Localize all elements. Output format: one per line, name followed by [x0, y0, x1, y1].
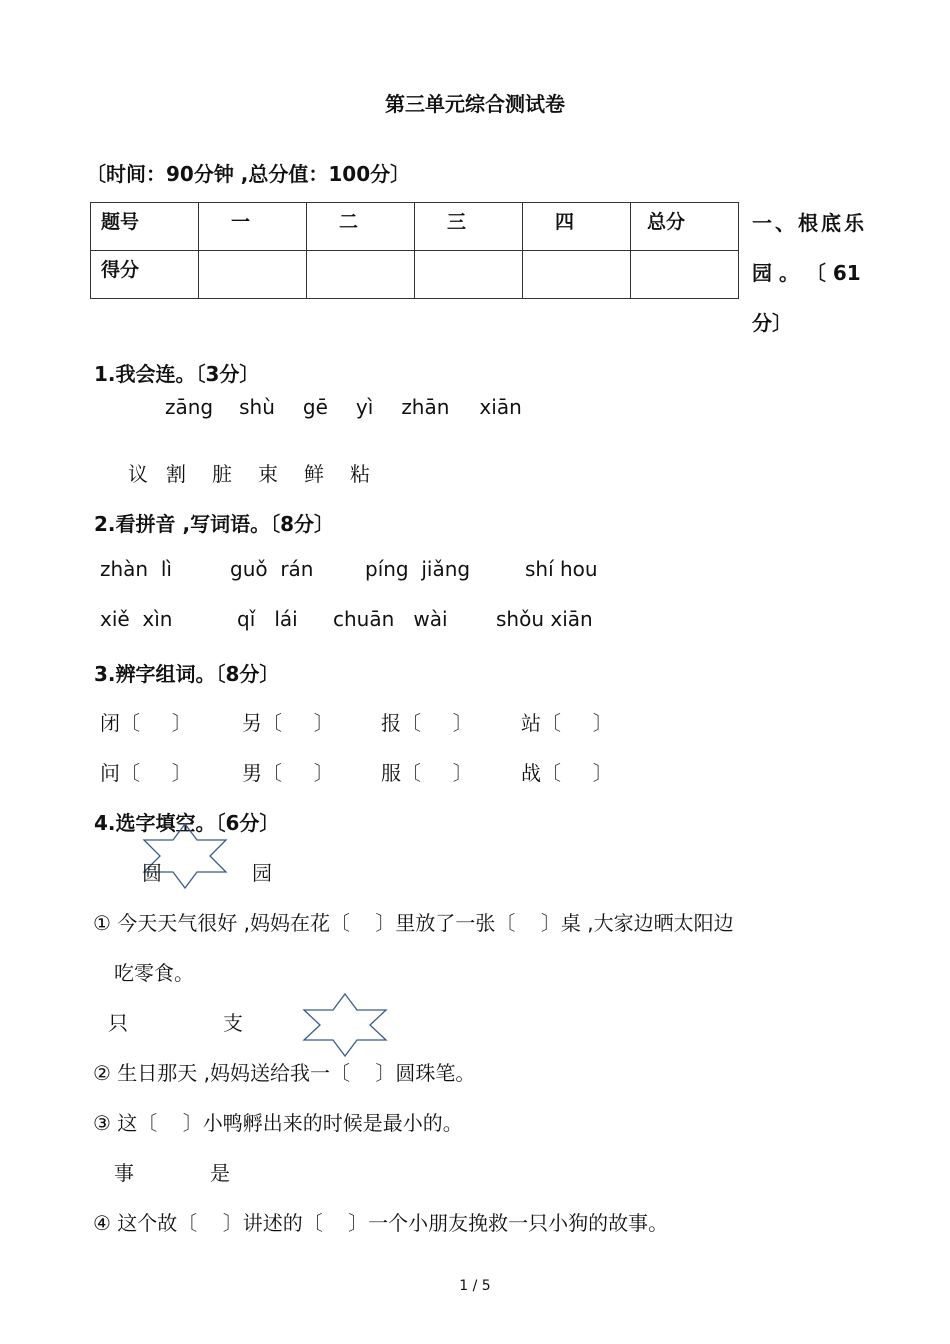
q1-pinyin: yì: [355, 395, 374, 419]
q3-item[interactable]: 站〔 〕: [521, 711, 613, 735]
score-table-header-row: [91, 203, 739, 251]
score-table: [90, 202, 739, 299]
q2-pinyin: qǐ lái: [237, 607, 298, 631]
q3-item[interactable]: 服〔 〕: [381, 761, 473, 785]
q2-pinyin: píng jiǎng: [365, 557, 471, 581]
q1-pinyin: zāng: [165, 395, 214, 419]
score-cell[interactable]: [631, 251, 739, 299]
q4-sentence: ④ 这个故〔 〕讲述的〔 〕一个小朋友挽救一只小狗的故事。: [93, 1211, 669, 1235]
q4-sentence: ③ 这〔 〕小鸭孵出来的时候是最小的。: [93, 1111, 463, 1135]
score-cell[interactable]: [415, 251, 523, 299]
page-title: 第三单元综合测试卷: [385, 92, 565, 116]
exam-meta: 〔时间：90分钟 ,总分值：100分〕: [86, 162, 411, 186]
score-row-label: 得分: [91, 251, 199, 299]
score-cell[interactable]: [523, 251, 631, 299]
q1-char[interactable]: 议: [128, 462, 148, 486]
star-icon: [300, 992, 390, 1058]
score-table-header: 总分: [631, 203, 739, 251]
q1-pinyin: zhān: [401, 395, 450, 419]
q4-option: 事: [114, 1161, 134, 1185]
score-table-score-row: [91, 251, 739, 299]
section1-heading-line: 园 。 〔 61: [752, 261, 861, 285]
q4-option: 只: [108, 1011, 128, 1035]
q2-pinyin: zhàn lì: [100, 557, 172, 581]
q4-option: 支: [223, 1011, 243, 1035]
q1-char[interactable]: 割: [166, 462, 186, 486]
q1-pinyin: shù: [239, 395, 275, 419]
q1-char[interactable]: 粘: [350, 462, 370, 486]
page-number: 1 / 5: [459, 1278, 491, 1294]
section1-heading-line: 分〕: [752, 311, 792, 335]
q4-heading: 4.选字填空。〔6分〕: [94, 811, 280, 835]
score-table-header: 题号: [91, 203, 199, 251]
q3-item[interactable]: 另〔 〕: [242, 711, 334, 735]
q2-pinyin: guǒ rán: [230, 557, 314, 581]
q3-item[interactable]: 闭〔 〕: [100, 711, 192, 735]
q4-sentence: ② 生日那天 ,妈妈送给我一〔 〕圆珠笔。: [93, 1061, 476, 1085]
score-cell[interactable]: [307, 251, 415, 299]
score-table-header: 一: [199, 203, 307, 251]
score-table-header: 四: [523, 203, 631, 251]
q3-item[interactable]: 报〔 〕: [381, 711, 473, 735]
q2-pinyin: shí hou: [525, 557, 598, 581]
q1-chars-row: [128, 458, 370, 487]
q1-pinyin: gē: [302, 395, 328, 419]
section1-heading-line: 一、根底乐: [752, 211, 867, 235]
q2-pinyin: xiě xìn: [100, 607, 173, 631]
score-table-header: 二: [307, 203, 415, 251]
q1-pinyin-row: [165, 395, 522, 419]
q2-pinyin: chuān wài: [333, 607, 448, 631]
q1-char[interactable]: 脏: [212, 462, 232, 486]
q1-pinyin: xiān: [479, 395, 522, 419]
q3-item[interactable]: 战〔 〕: [521, 761, 613, 785]
q3-item[interactable]: 男〔 〕: [242, 761, 334, 785]
q1-char[interactable]: 束: [258, 462, 278, 486]
q2-heading: 2.看拼音 ,写词语。〔8分〕: [94, 512, 334, 536]
score-cell[interactable]: [199, 251, 307, 299]
q4-option: 园: [252, 861, 272, 885]
q1-heading: 1.我会连。〔3分〕: [94, 362, 260, 386]
q2-pinyin: shǒu xiān: [496, 607, 593, 631]
section1-heading: [752, 198, 884, 348]
q1-char[interactable]: 鲜: [304, 462, 324, 486]
q4-option: 是: [210, 1161, 230, 1185]
q4-option: 圆: [142, 861, 162, 885]
q4-sentence: 吃零食。: [114, 961, 194, 985]
q3-item[interactable]: 问〔 〕: [100, 761, 192, 785]
score-table-header: 三: [415, 203, 523, 251]
q4-sentence: ① 今天天气很好 ,妈妈在花〔 〕里放了一张〔 〕桌 ,大家边晒太阳边: [93, 911, 734, 935]
q3-heading: 3.辨字组词。〔8分〕: [94, 662, 280, 686]
